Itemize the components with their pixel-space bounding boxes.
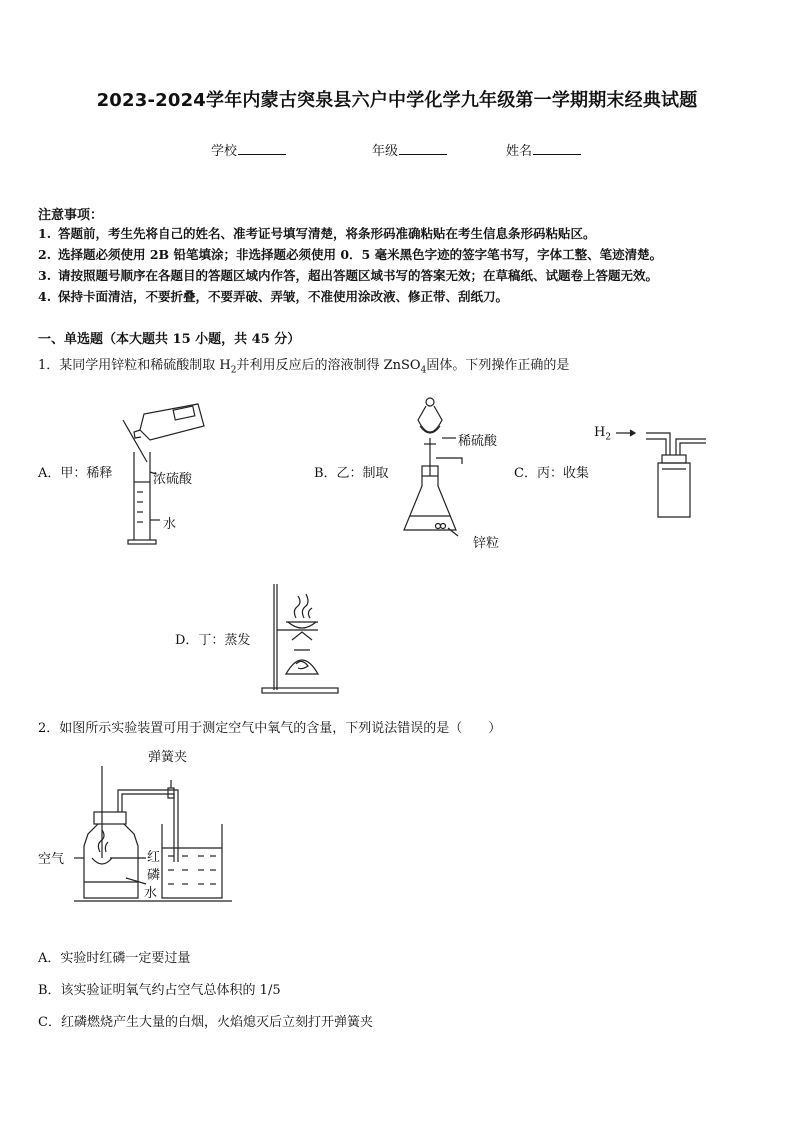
q2-option-b[interactable]: B．该实验证明氧气约占空气总体积的 1/5 (38, 983, 281, 998)
label-water-q2: 水 (144, 886, 158, 901)
school-field[interactable] (211, 140, 286, 159)
page-title: 2023-2024学年内蒙古突泉县六户中学化学九年级第一学期期末经典试题 (96, 90, 698, 111)
note-item-3: 3. 请按照题号顺序在各题目的答题区域内作答，超出答题区域书写的答案无效；在草稿纸、试题卷上答题无效。 (38, 268, 659, 283)
name-label: 姓名 (506, 144, 533, 159)
q1-option-b[interactable]: B．乙：制取 (314, 466, 389, 481)
label-zinc: 锌粒 (473, 536, 500, 551)
q1-option-a[interactable]: A．甲：稀释 (38, 466, 113, 481)
name-blank[interactable] (533, 142, 581, 155)
label-red: 红 (147, 850, 161, 865)
note-item-1: 1. 答题前，考生先将自己的姓名、准考证号填写清楚，将条形码准确粘贴在考生信息条形码粘贴区。 (38, 226, 596, 241)
question-1-stem: 1．某同学用锌粒和稀硫酸制取 $H_2$并利用反应后的溶液制得 ZnSO$_4$固体。下列操作正确的是 (38, 358, 570, 376)
q1-option-c[interactable]: C．丙：收集 (514, 466, 589, 481)
q1-option-d[interactable]: D．丁：蒸发 (175, 633, 251, 648)
label-dilute-acid: 稀硫酸 (458, 434, 498, 449)
grade-label: 年级 (372, 144, 399, 159)
note-item-2: 2. 选择题必须使用 2B 铅笔填涂；非选择题必须使用 0．5 毫米黑色字迹的签字笔书写，字体工整、笔迹清楚。 (38, 247, 663, 262)
grade-field[interactable] (372, 140, 447, 159)
figure-b-generation (400, 396, 470, 541)
q2-option-c[interactable]: C．红磷燃烧产生大量的白烟，火焰熄灭后立刻打开弹簧夹 (38, 1015, 373, 1030)
label-h2: $H_2$ (594, 425, 612, 443)
grade-blank[interactable] (399, 142, 447, 155)
q2-option-a[interactable]: A．实验时红磷一定要过量 (38, 951, 191, 966)
notes-heading: 注意事项： (38, 208, 104, 223)
label-spring-clip: 弹簧夹 (148, 750, 188, 765)
figure-d-evaporation (258, 580, 348, 695)
label-water-a: 水 (163, 517, 177, 532)
question-2-stem: 2．如图所示实验装置可用于测定空气中氧气的含量，下列说法错误的是（ ） (38, 721, 502, 736)
school-blank[interactable] (238, 142, 286, 155)
label-conc-acid: 浓硫酸 (153, 472, 193, 487)
note-item-4: 4. 保持卡面清洁，不要折叠，不要弄破、弄皱，不准使用涂改液、修正带、刮纸刀。 (38, 289, 509, 304)
label-air: 空气 (38, 852, 65, 867)
label-phosphorus: 磷 (147, 868, 161, 883)
name-field[interactable] (506, 140, 581, 159)
figure-c-collection (614, 425, 714, 525)
section-heading: 一、单选题（本大题共 15 小题，共 45 分） (38, 332, 301, 347)
school-label: 学校 (211, 144, 238, 159)
